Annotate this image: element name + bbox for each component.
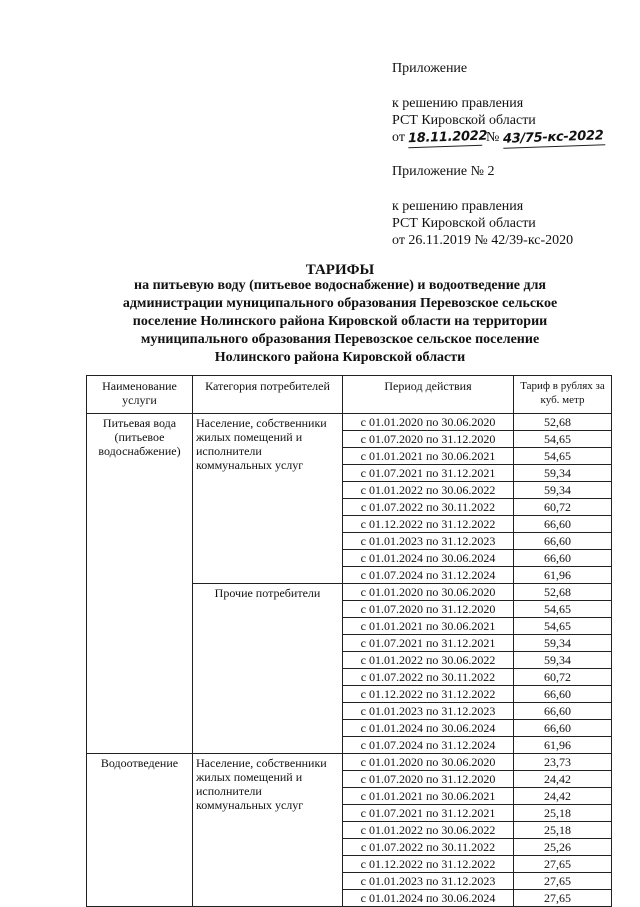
- period-cell: с 01.01.2023 по 31.12.2023: [343, 873, 514, 890]
- decision2-line-3: от 26.11.2019 № 42/39-кс-2020: [392, 233, 574, 248]
- period-cell: с 01.07.2020 по 31.12.2020: [343, 771, 514, 788]
- period-cell: с 01.12.2022 по 31.12.2022: [343, 686, 514, 703]
- period-cell: с 01.01.2020 по 30.06.2020: [343, 414, 514, 431]
- period-cell: с 01.01.2021 по 30.06.2021: [343, 618, 514, 635]
- category-cell: Прочие потребители: [193, 584, 343, 754]
- period-cell: с 01.01.2023 по 31.12.2023: [343, 703, 514, 720]
- table-row: [87, 414, 612, 431]
- tariff-value-cell: 59,34: [514, 465, 612, 482]
- tariff-value-cell: 66,60: [514, 686, 612, 703]
- tariff-value-cell: 23,73: [514, 754, 612, 771]
- period-cell: с 01.07.2022 по 30.11.2022: [343, 499, 514, 516]
- tariff-value-cell: 24,42: [514, 788, 612, 805]
- tariff-value-cell: 27,65: [514, 873, 612, 890]
- period-cell: с 01.01.2024 по 30.06.2024: [343, 720, 514, 737]
- tariff-table: [86, 375, 612, 907]
- table-body: [87, 414, 612, 907]
- period-cell: с 01.07.2021 по 31.12.2021: [343, 635, 514, 652]
- document-subtitle: [100, 277, 580, 367]
- tariff-value-cell: 66,60: [514, 550, 612, 567]
- service-name-cell: Водоотведение: [87, 754, 193, 907]
- number-sign: №: [485, 130, 500, 145]
- appendix-label: Приложение: [392, 61, 468, 76]
- period-cell: с 01.12.2022 по 31.12.2022: [343, 516, 514, 533]
- appendix2-header: [392, 163, 632, 249]
- tariff-value-cell: 27,65: [514, 856, 612, 873]
- table-header-row: [87, 376, 612, 414]
- period-cell: с 01.07.2024 по 31.12.2024: [343, 737, 514, 754]
- tariff-value-cell: 66,60: [514, 533, 612, 550]
- tariff-value-cell: 66,60: [514, 516, 612, 533]
- handwritten-number: 43/75-кс-2022: [502, 128, 604, 147]
- period-cell: с 01.01.2021 по 30.06.2021: [343, 788, 514, 805]
- from-prefix: от: [392, 130, 405, 145]
- period-cell: с 01.01.2020 по 30.06.2020: [343, 754, 514, 771]
- category-cell: Население, собственники жилых помещений и исполнители коммунальных услуг: [193, 754, 343, 907]
- decision-line-1: к решению правления: [392, 96, 524, 111]
- subtitle-line: поселение Нолинского района Кировской области на территории: [132, 314, 548, 329]
- tariff-value-cell: 66,60: [514, 703, 612, 720]
- header-service: Наименование услуги: [87, 376, 193, 414]
- tariff-value-cell: 66,60: [514, 720, 612, 737]
- period-cell: с 01.01.2022 по 30.06.2022: [343, 822, 514, 839]
- header-category: Категория потребителей: [193, 376, 343, 414]
- period-cell: с 01.07.2020 по 31.12.2020: [343, 431, 514, 448]
- subtitle-line: Нолинского района Кировской области: [214, 350, 466, 365]
- tariff-value-cell: 59,34: [514, 482, 612, 499]
- tariff-value-cell: 52,68: [514, 414, 612, 431]
- tariff-value-cell: 60,72: [514, 669, 612, 686]
- tariff-value-cell: 54,65: [514, 601, 612, 618]
- header-tariff: Тариф в рублях за куб. метр: [514, 376, 612, 414]
- tariff-value-cell: 25,18: [514, 805, 612, 822]
- decision-line-2: РСТ Кировской области: [392, 113, 536, 128]
- tariff-value-cell: 27,65: [514, 890, 612, 907]
- period-cell: с 01.01.2022 по 30.06.2022: [343, 652, 514, 669]
- header-period: Период действия: [343, 376, 514, 414]
- subtitle-line: муниципального образования Перевозское сельское поселение: [140, 332, 540, 347]
- decision2-line-2: РСТ Кировской области: [392, 216, 536, 231]
- period-cell: с 01.07.2022 по 30.11.2022: [343, 839, 514, 856]
- period-cell: с 01.01.2024 по 30.06.2024: [343, 550, 514, 567]
- tariff-value-cell: 61,96: [514, 567, 612, 584]
- period-cell: с 01.07.2021 по 31.12.2021: [343, 465, 514, 482]
- handwritten-date: 18.11.2022: [408, 128, 488, 147]
- appendix2-label: Приложение № 2: [392, 164, 495, 179]
- subtitle-line: на питьевую воду (питьевое водоснабжение) и водоотведение для: [134, 278, 546, 293]
- tariff-value-cell: 61,96: [514, 737, 612, 754]
- period-cell: с 01.01.2021 по 30.06.2021: [343, 448, 514, 465]
- tariff-value-cell: 54,65: [514, 431, 612, 448]
- period-cell: с 01.07.2021 по 31.12.2021: [343, 805, 514, 822]
- tariff-value-cell: 60,72: [514, 499, 612, 516]
- tariff-value-cell: 52,68: [514, 584, 612, 601]
- tariff-value-cell: 25,26: [514, 839, 612, 856]
- decision2-line-1: к решению правления: [392, 199, 524, 214]
- category-cell: Население, собственники жилых помещений и исполнители коммунальных услуг: [193, 414, 343, 584]
- tariff-value-cell: 59,34: [514, 652, 612, 669]
- period-cell: с 01.12.2022 по 31.12.2022: [343, 856, 514, 873]
- period-cell: с 01.01.2024 по 30.06.2024: [343, 890, 514, 907]
- period-cell: с 01.07.2020 по 31.12.2020: [343, 601, 514, 618]
- tariff-value-cell: 59,34: [514, 635, 612, 652]
- subtitle-line: администрации муниципального образования Перевозское сельское: [122, 296, 558, 311]
- tariff-value-cell: 54,65: [514, 448, 612, 465]
- decision-date-line: [392, 129, 632, 147]
- period-cell: с 01.07.2022 по 30.11.2022: [343, 669, 514, 686]
- tariff-value-cell: 25,18: [514, 822, 612, 839]
- appendix-header: [392, 60, 632, 147]
- period-cell: с 01.01.2023 по 31.12.2023: [343, 533, 514, 550]
- service-name-cell: Питьевая вода (питьевое водоснабжение): [87, 414, 193, 754]
- tariff-value-cell: 54,65: [514, 618, 612, 635]
- tariff-value-cell: 24,42: [514, 771, 612, 788]
- document-title: ТАРИФЫ: [305, 262, 375, 278]
- period-cell: с 01.01.2022 по 30.06.2022: [343, 482, 514, 499]
- period-cell: с 01.07.2024 по 31.12.2024: [343, 567, 514, 584]
- table-row: [87, 754, 612, 771]
- period-cell: с 01.01.2020 по 30.06.2020: [343, 584, 514, 601]
